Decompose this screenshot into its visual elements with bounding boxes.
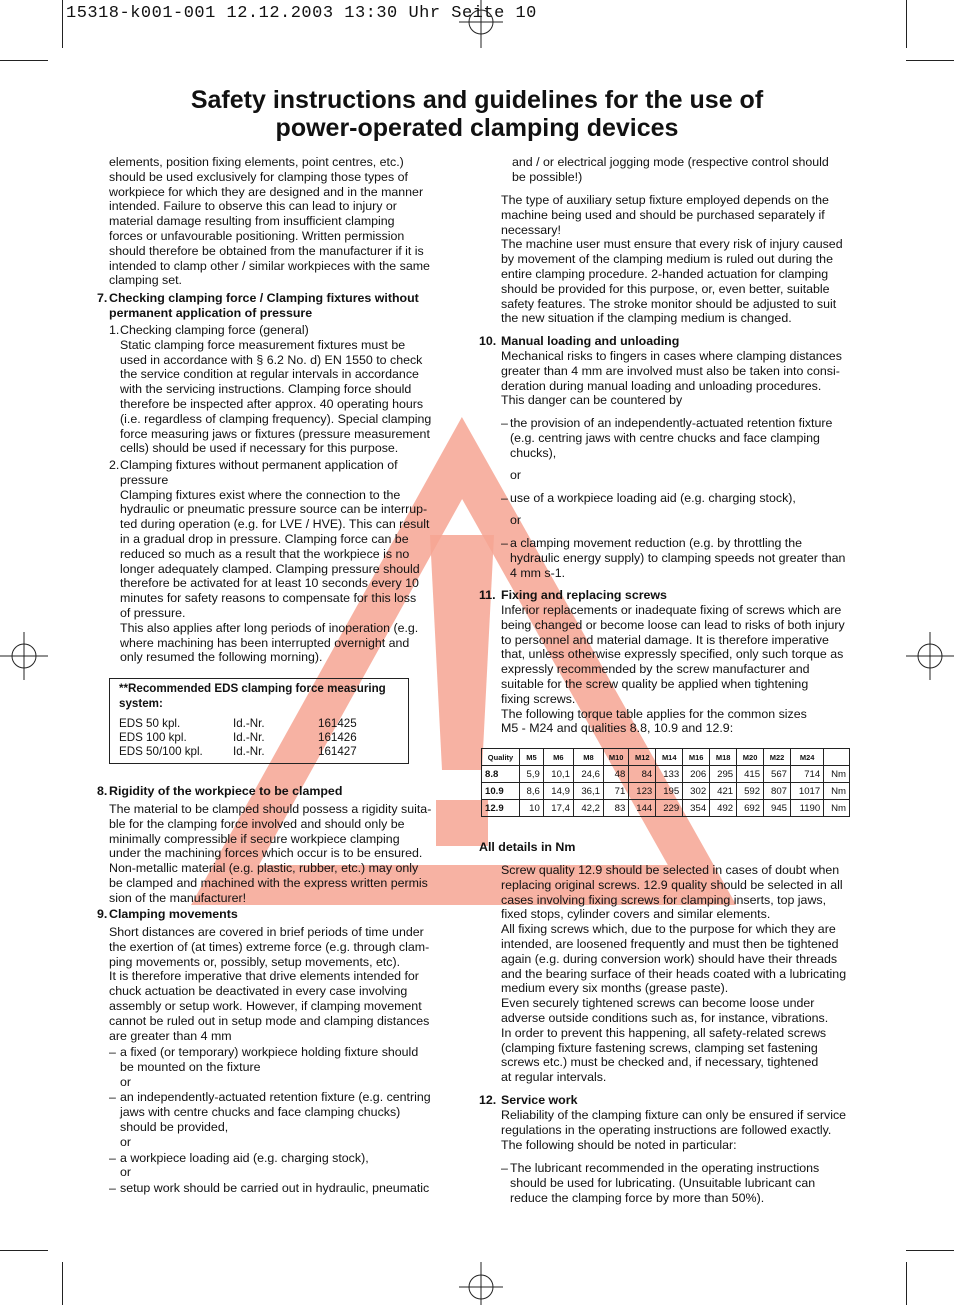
title-line-1: Safety instructions and guidelines for the use of bbox=[190, 86, 764, 114]
text-line: therefore be activated for at least 10 seconds every 10 bbox=[120, 576, 419, 591]
text-line: the service condition at regular intervals in accordance bbox=[120, 367, 419, 382]
text-line: cells) should be used if necessary for this purpose. bbox=[120, 441, 399, 456]
auxiliary-fixture-text bbox=[501, 193, 851, 326]
section-12-heading: Service work bbox=[501, 1093, 578, 1107]
table-cell: 36,1 bbox=[573, 783, 603, 800]
table-cell: 71 bbox=[604, 783, 629, 800]
table-cell: 492 bbox=[710, 800, 737, 817]
text-line: in a gradual drop in pressure. Clamping force can be bbox=[120, 531, 409, 546]
text-line: use of a workpiece loading aid (e.g. charging stock), bbox=[510, 491, 796, 505]
list-item bbox=[109, 1151, 454, 1181]
text-line: with the servicing instructions. Clamping force should bbox=[120, 382, 412, 397]
text-line: This danger can be countered by bbox=[501, 393, 683, 408]
text-line: chucks), bbox=[510, 445, 557, 460]
table-cell: 84 bbox=[629, 766, 656, 783]
table-cell: Nm bbox=[824, 783, 850, 800]
section-11-body bbox=[501, 603, 853, 736]
table-cell: 10,1 bbox=[543, 766, 573, 783]
table-cell: 421 bbox=[710, 783, 737, 800]
text-line: The lubricant recommended in the operating instructions bbox=[510, 1161, 820, 1175]
text-line: deration during manual loading and unloading procedures. bbox=[501, 378, 822, 393]
text-line: Checking clamping force (general) bbox=[120, 323, 309, 337]
table-cell: 945 bbox=[764, 800, 791, 817]
text-line: The machine user must ensure that every risk of injury caused bbox=[501, 237, 843, 252]
table-cell: 692 bbox=[737, 800, 764, 817]
eds-name: EDS 50/100 kpl. bbox=[119, 745, 203, 758]
text-line: chuck actuation be deactivated in every case involving bbox=[109, 984, 408, 999]
list-item bbox=[109, 1045, 454, 1089]
dash-icon: – bbox=[109, 1150, 116, 1165]
text-line: a clamping movement reduction (e.g. by throttling the bbox=[510, 536, 803, 550]
text-line: The following should be noted in particular: bbox=[501, 1137, 737, 1152]
title-line-2: power-operated clamping devices bbox=[275, 114, 679, 142]
text-line: and / or electrical jogging mode (respective control should bbox=[512, 155, 829, 169]
column-header: M20 bbox=[737, 749, 764, 766]
text-line: cannot be ruled out in setup mode and clamping distances bbox=[109, 1013, 430, 1028]
text-line: setup work should be carried out in hydraulic, pneumatic bbox=[120, 1181, 430, 1196]
table-cell: 302 bbox=[683, 783, 710, 800]
eds-row bbox=[119, 745, 399, 759]
text-line: cases involving fixing screws for clamping inserts, top jaws, bbox=[501, 892, 827, 907]
text-line: at regular intervals. bbox=[501, 1070, 607, 1085]
text-line: and the bearing surface of their heads coated with a lubricating bbox=[501, 966, 847, 981]
text-line: Mechanical risks to fingers in cases where clamping distances bbox=[501, 349, 842, 363]
eds-recommendation-box bbox=[109, 678, 409, 764]
table-cell: Nm bbox=[824, 766, 850, 783]
text-line: that, unless otherwise expressly specified, only such torque as bbox=[501, 647, 844, 662]
text-line: should be used for lubricating. (Unsuitable lubricant can bbox=[510, 1175, 816, 1190]
table-cell: 354 bbox=[683, 800, 710, 817]
table-cell: 8.8 bbox=[482, 766, 520, 783]
text-line: be mounted on the fixture bbox=[120, 1059, 261, 1074]
text-line: machine being used and should be purchased separately if bbox=[501, 207, 825, 222]
text-line: fixing screws. bbox=[501, 691, 576, 706]
text-line: Even securely tightened screws can become loose under bbox=[501, 996, 815, 1011]
section-9-bullets bbox=[109, 1045, 454, 1196]
text-line: jaws with centre chucks and face clamping chucks) bbox=[120, 1105, 401, 1120]
text-line: fixed stops, cylinder covers and similar elements. bbox=[501, 907, 771, 922]
intro-paragraph bbox=[109, 155, 449, 288]
text-line: In order to prevent this happening, all safety-related screws bbox=[501, 1025, 827, 1040]
text-line: Clamping fixtures exist where the connection to the bbox=[120, 487, 401, 502]
text-line: screws etc.) must be checked and, if necessary, tightened bbox=[501, 1055, 819, 1070]
dash-icon: – bbox=[109, 1181, 116, 1196]
column-header bbox=[824, 749, 850, 766]
section-10-bullet-1 bbox=[501, 416, 851, 460]
eds-id-label: Id.-Nr. bbox=[233, 717, 265, 730]
text-line: adverse outside conditions such as, for instance, vibrations. bbox=[501, 1010, 829, 1025]
text-line: suitable for the screw quality be applied when tightening bbox=[501, 676, 809, 691]
section-7-1-number: 1. bbox=[109, 323, 120, 337]
column-header: M18 bbox=[710, 749, 737, 766]
registration-mark-right-icon bbox=[904, 630, 954, 682]
table-cell: 592 bbox=[737, 783, 764, 800]
text-line: Reliability of the clamping fixture can only be ensured if service bbox=[501, 1108, 847, 1122]
text-line: greater than 4 mm are involved must also be taken into consi- bbox=[501, 363, 840, 378]
table-cell: 133 bbox=[656, 766, 683, 783]
table-cell: 83 bbox=[604, 800, 629, 817]
text-line: a workpiece loading aid (e.g. charging stock), bbox=[120, 1150, 369, 1165]
section-11-heading: Fixing and replacing screws bbox=[501, 588, 667, 602]
column-header: M12 bbox=[629, 749, 656, 766]
text-line: assembly or setup work. However, if clamping movement bbox=[109, 998, 422, 1013]
text-line: the exertion of (at times) extreme force (e.g. through clam- bbox=[109, 939, 430, 954]
section-9-body bbox=[109, 925, 454, 1043]
text-line: are greater than 4 mm bbox=[109, 1028, 232, 1043]
table-cell: 206 bbox=[683, 766, 710, 783]
text-line: (i.e. regardless of clamping frequency). Special clamping bbox=[120, 411, 432, 426]
table-cell: 807 bbox=[764, 783, 791, 800]
text-line: or bbox=[120, 1165, 132, 1180]
eds-id: 161426 bbox=[318, 731, 357, 744]
column-header: M5 bbox=[520, 749, 544, 766]
text-line: longer adequately clamped. Clamping pressure should bbox=[120, 561, 420, 576]
text-line: minimally compressible if secure workpiece clamping bbox=[109, 831, 400, 846]
table-cell: 1017 bbox=[791, 783, 824, 800]
column-header: M22 bbox=[764, 749, 791, 766]
dash-icon: – bbox=[501, 491, 508, 505]
text-line: All fixing screws which, due to the purpose for which they are bbox=[501, 922, 836, 937]
section-10-number: 10. bbox=[479, 334, 497, 348]
table-cell: 229 bbox=[656, 800, 683, 817]
table-cell: 714 bbox=[791, 766, 824, 783]
text-line: of pressure. bbox=[120, 605, 186, 620]
table-row bbox=[482, 766, 850, 783]
text-line: Static clamping force measurement fixtures must be bbox=[120, 337, 406, 352]
section-7-1 bbox=[120, 323, 450, 456]
eds-row bbox=[119, 731, 399, 745]
section-12-bullet-1 bbox=[501, 1161, 853, 1205]
text-line: sion of the manufacturer! bbox=[109, 890, 247, 905]
column-header: M14 bbox=[656, 749, 683, 766]
text-line: clamping set. bbox=[109, 273, 183, 288]
text-line: Short distances are covered in brief periods of time under bbox=[109, 925, 424, 939]
column-header: M24 bbox=[791, 749, 824, 766]
screw-quality-text bbox=[501, 863, 853, 1085]
text-line: where machining has been interrupted overnight and bbox=[120, 635, 410, 650]
table-cell: 567 bbox=[764, 766, 791, 783]
dash-icon: – bbox=[109, 1045, 116, 1059]
text-line: M5 - M24 and qualities 8.8, 10.9 and 12.9: bbox=[501, 721, 734, 736]
text-line: force measuring jaws or fixtures (pressure measurement bbox=[120, 426, 430, 441]
section-7-number: 7. bbox=[97, 291, 108, 305]
eds-id: 161425 bbox=[318, 717, 357, 730]
print-slug-header: 15318-k001-001 12.12.2003 13:30 Uhr Seite 10 bbox=[66, 4, 537, 23]
column-header: M8 bbox=[573, 749, 603, 766]
eds-name: EDS 100 kpl. bbox=[119, 731, 187, 744]
list-item bbox=[109, 1090, 454, 1149]
section-11-number: 11. bbox=[479, 588, 496, 602]
text-line: under the machining forces which occur is to be ensured. bbox=[109, 846, 423, 861]
page-title bbox=[0, 86, 954, 142]
table-cell: 17,4 bbox=[543, 800, 573, 817]
text-line: regulations in the operating instructions are followed exactly. bbox=[501, 1122, 832, 1137]
text-line: ping movements or, possibly, setup movements, etc). bbox=[109, 954, 401, 969]
text-line: being changed or become loose can lead to risks of both injury bbox=[501, 617, 845, 632]
table-cell: 10.9 bbox=[482, 783, 520, 800]
or-text: or bbox=[510, 468, 522, 482]
text-line: ted during operation (e.g. for LVE / HVE). This can result bbox=[120, 517, 430, 532]
text-line: Checking clamping force / Clamping fixtures without bbox=[109, 291, 419, 305]
section-9-number: 9. bbox=[97, 907, 108, 921]
text-line: permanent application of pressure bbox=[109, 305, 313, 320]
text-line: intended. Failure to observe this can lead to injury or bbox=[109, 199, 397, 214]
text-line: to personnel and material damage. It is therefore imperative bbox=[501, 632, 829, 647]
section-10-bullet-2 bbox=[501, 491, 851, 506]
table-cell: 1190 bbox=[791, 800, 824, 817]
text-line: It is therefore imperative that drive elements intended for bbox=[109, 969, 419, 984]
table-cell: 42,2 bbox=[573, 800, 603, 817]
all-details-note: All details in Nm bbox=[479, 840, 576, 854]
text-line: the provision of an independently-actuated retention fixture bbox=[510, 416, 833, 430]
text-line: the new situation if the clamping medium is changed. bbox=[501, 311, 792, 326]
text-line: Non-metallic material (e.g. plastic, rubber, etc.) may only bbox=[109, 861, 419, 876]
table-row bbox=[482, 800, 850, 817]
column-header: M10 bbox=[604, 749, 629, 766]
section-7-heading bbox=[109, 291, 454, 321]
text-line: The material to be clamped should possess a rigidity suita- bbox=[109, 802, 432, 816]
torque-table bbox=[481, 748, 850, 817]
column-header: M16 bbox=[683, 749, 710, 766]
text-line: hydraulic or pneumatic pressure source can be interrup- bbox=[120, 502, 428, 517]
text-line: by movement of the clamping medium is ruled out during the bbox=[501, 252, 833, 267]
text-line: pressure bbox=[120, 472, 169, 487]
text-line: (clamping fixture fastening screws, clamping set fastening bbox=[501, 1040, 818, 1055]
text-line: a fixed (or temporary) workpiece holding fixture should bbox=[120, 1045, 419, 1059]
text-line: minutes for safety reasons to compensate for this loss bbox=[120, 591, 417, 606]
table-cell: 48 bbox=[604, 766, 629, 783]
or-text: or bbox=[510, 513, 522, 527]
section-7-2-number: 2. bbox=[109, 458, 120, 472]
text-line: reduced so much as a result that the workpiece is no bbox=[120, 546, 410, 561]
text-line: forces or unfavourable positioning. Written permission bbox=[109, 228, 405, 243]
text-line: again (e.g. during conversion work) should have their threads bbox=[501, 951, 838, 966]
text-line: ble for the clamping force involved and should only be bbox=[109, 816, 405, 831]
text-line: should be provided, bbox=[120, 1119, 229, 1134]
text-line: reduce the clamping force by more than 50%). bbox=[510, 1190, 765, 1205]
dash-icon: – bbox=[501, 1161, 508, 1175]
text-line: medium every six months (grease paste). bbox=[501, 981, 729, 996]
dash-icon: – bbox=[109, 1090, 116, 1105]
text-line: Screw quality 12.9 should be selected in cases of doubt when bbox=[501, 863, 840, 877]
table-cell: 24,6 bbox=[573, 766, 603, 783]
table-cell: 295 bbox=[710, 766, 737, 783]
text-line: should be used exclusively for clamping those types of bbox=[109, 169, 408, 184]
text-line: system: bbox=[119, 696, 163, 710]
section-10-heading: Manual loading and unloading bbox=[501, 334, 680, 348]
text-line: used in accordance with § 6.2 No. d) EN 1550 to check bbox=[120, 352, 423, 367]
eds-name: EDS 50 kpl. bbox=[119, 717, 181, 730]
text-line: should be provided for this purpose, or, even better, suitable bbox=[501, 281, 830, 296]
table-cell: Nm bbox=[824, 800, 850, 817]
text-line: intended, are loosened frequently and must then be tightened bbox=[501, 936, 839, 951]
text-line: expressly recommended by the screw manufacturer and bbox=[501, 662, 810, 677]
section-8-body bbox=[109, 802, 454, 906]
text-line: Clamping fixtures without permanent application of bbox=[120, 458, 398, 472]
table-cell: 10 bbox=[520, 800, 544, 817]
text-line: hydraulic energy supply) to clamping speeds not greater than bbox=[510, 550, 846, 565]
text-line: elements, position fixing elements, point centres, etc.) bbox=[109, 155, 404, 169]
text-line: be possible!) bbox=[512, 169, 583, 184]
table-cell: 144 bbox=[629, 800, 656, 817]
text-line: therefore be inspected after approx. 40 operating hours bbox=[120, 396, 424, 411]
section-9-heading: Clamping movements bbox=[109, 907, 238, 921]
registration-mark-left-icon bbox=[0, 630, 50, 682]
eds-id: 161427 bbox=[318, 745, 357, 758]
text-line: safety features. The stroke monitor should be adjusted to suit bbox=[501, 296, 837, 311]
text-line: should therefore be obtained from the manufacturer if it is bbox=[109, 243, 424, 258]
text-line: This also applies after long periods of inoperation (e.g. bbox=[120, 620, 419, 635]
table-cell: 5,9 bbox=[520, 766, 544, 783]
text-line: material damage resulting from insufficient clamping bbox=[109, 214, 395, 229]
text-line: Inferior replacements or inadequate fixing of screws which are bbox=[501, 603, 842, 617]
text-line: or bbox=[120, 1134, 132, 1149]
text-line: entire clamping procedure. 2-handed actuation for clamping bbox=[501, 266, 829, 281]
table-cell: 195 bbox=[656, 783, 683, 800]
eds-box-title bbox=[119, 682, 386, 712]
eds-id-label: Id.-Nr. bbox=[233, 745, 265, 758]
text-line: **Recommended EDS clamping force measuring bbox=[119, 682, 386, 695]
text-line: 4 mm s-1. bbox=[510, 565, 566, 580]
section-10-bullet-3 bbox=[501, 536, 853, 580]
text-line: The type of auxiliary setup fixture employed depends on the bbox=[501, 193, 829, 207]
text-line: necessary! bbox=[501, 222, 561, 237]
column-header: M6 bbox=[543, 749, 573, 766]
table-row bbox=[482, 783, 850, 800]
section-8-heading: Rigidity of the workpiece to be clamped bbox=[109, 784, 343, 798]
text-line: be clamped and machined with the express written permis bbox=[109, 875, 428, 890]
table-cell: 415 bbox=[737, 766, 764, 783]
text-line: replacing original screws. 12.9 quality should be selected in all bbox=[501, 877, 843, 892]
text-line: workpiece for which they are designed and in the manner bbox=[109, 184, 424, 199]
text-line: or bbox=[120, 1074, 132, 1089]
table-cell: 14,9 bbox=[543, 783, 573, 800]
column-header: Quality bbox=[482, 749, 520, 766]
section-12-number: 12. bbox=[479, 1093, 497, 1107]
list-item bbox=[109, 1181, 454, 1196]
section-10-body bbox=[501, 349, 851, 408]
text-line: only resumed the following morning). bbox=[120, 650, 323, 665]
eds-row bbox=[119, 717, 399, 731]
text-line: intended to clamp other / similar workpieces with the same bbox=[109, 258, 430, 273]
text-line: The following torque table applies for the common sizes bbox=[501, 706, 807, 721]
table-header-row bbox=[482, 749, 850, 766]
registration-mark-bottom-icon bbox=[456, 1262, 506, 1305]
table-cell: 123 bbox=[629, 783, 656, 800]
text-line: (e.g. centring jaws with centre chucks and face clamping bbox=[510, 430, 820, 445]
table-cell: 8,6 bbox=[520, 783, 544, 800]
section-8-number: 8. bbox=[97, 784, 108, 798]
eds-list bbox=[119, 717, 399, 759]
text-line: an independently-actuated retention fixture (e.g. centring bbox=[120, 1090, 431, 1105]
dash-icon: – bbox=[501, 536, 508, 550]
table-cell: 12.9 bbox=[482, 800, 520, 817]
section-7-2 bbox=[120, 458, 450, 665]
eds-id-label: Id.-Nr. bbox=[233, 731, 265, 744]
section-12-body bbox=[501, 1108, 853, 1152]
dash-icon: – bbox=[501, 416, 508, 430]
continuation-text bbox=[512, 155, 852, 185]
